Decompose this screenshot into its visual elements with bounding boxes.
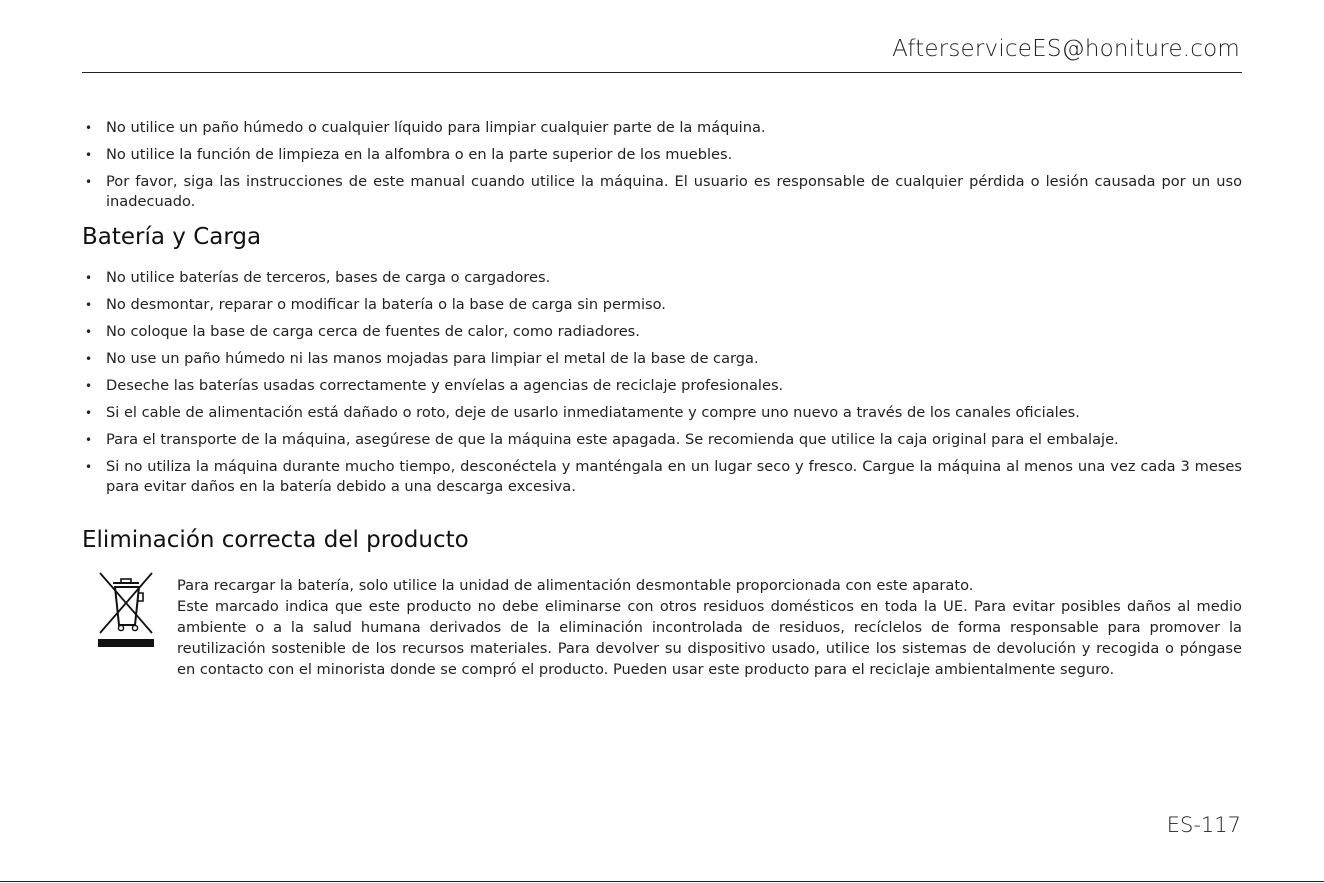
page-content [82,118,1242,680]
list-item: • No coloque la base de carga cerca de fuentes de calor, como radiadores. [82,322,1242,342]
list-item: • No use un paño húmedo ni las manos mojadas para limpiar el metal de la base de carga. [82,349,1242,369]
list-item: • Si no utiliza la máquina durante mucho tiempo, desconéctela y manténgala en un lugar seco y fresco. Cargue la máquina al menos una vez cada 3 meses para evitar daños en la batería debido a una descarga excesiva. [82,457,1242,497]
disposal-text [177,575,1242,680]
bottom-divider [0,881,1324,882]
section-heading-battery: Batería y Carga [82,224,262,250]
page-number: ES-117 [1166,813,1241,837]
list-item: • No utilice la función de limpieza en la alfombra o en la parte superior de los muebles. [82,145,1242,165]
list-item: • No utilice baterías de terceros, bases de carga o cargadores. [82,268,1242,288]
header-divider [82,72,1242,73]
list-item: • No desmontar, reparar o modificar la batería o la base de carga sin permiso. [82,295,1242,315]
list-item: • Por favor, siga las instrucciones de este manual cuando utilice la máquina. El usuario es responsable de cualquier pérdida o lesión causada por un uso inadecuado. [82,172,1242,212]
weee-crossed-bin-icon [97,569,155,649]
list-item: • Deseche las baterías usadas correctamente y envíelas a agencias de reciclaje profesionales. [82,376,1242,396]
disposal-charging-note: Para recargar la batería, solo utilice la unidad de alimentación desmontable proporcionada con este aparato. [177,577,974,594]
disposal-paragraph: Este marcado indica que este producto no debe eliminarse con otros residuos domésticos en toda la UE. Para evitar posibles daños al medio ambiente o a la salud humana derivados de la eliminación incontrolada de residuos, recíclelos de forma responsable para promover la reutilización sostenible de los recursos materiales. Para devolver su dispositivo usado, utilice los sistemas de devolución y recogida o póngase en contacto con el minorista donde se compró el producto. Pueden usar este producto para el reciclaje ambientalmente seguro. [177,598,1242,678]
list-item: • No utilice un paño húmedo o cualquier líquido para limpiar cualquier parte de la máquina. [82,118,1242,138]
intro-bullet-list [82,118,1242,212]
list-item: • Si el cable de alimentación está dañado o roto, deje de usarlo inmediatamente y compre uno nuevo a través de los canales oficiales. [82,403,1242,423]
disposal-block [82,575,1242,680]
list-item: • Para el transporte de la máquina, asegúrese de que la máquina este apagada. Se recomienda que utilice la caja original para el embalaje. [82,430,1242,450]
header-email: AfterserviceES@honiture.com [892,36,1240,62]
section-heading-disposal: Eliminación correcta del producto [82,527,469,553]
battery-bullet-list [82,268,1242,497]
